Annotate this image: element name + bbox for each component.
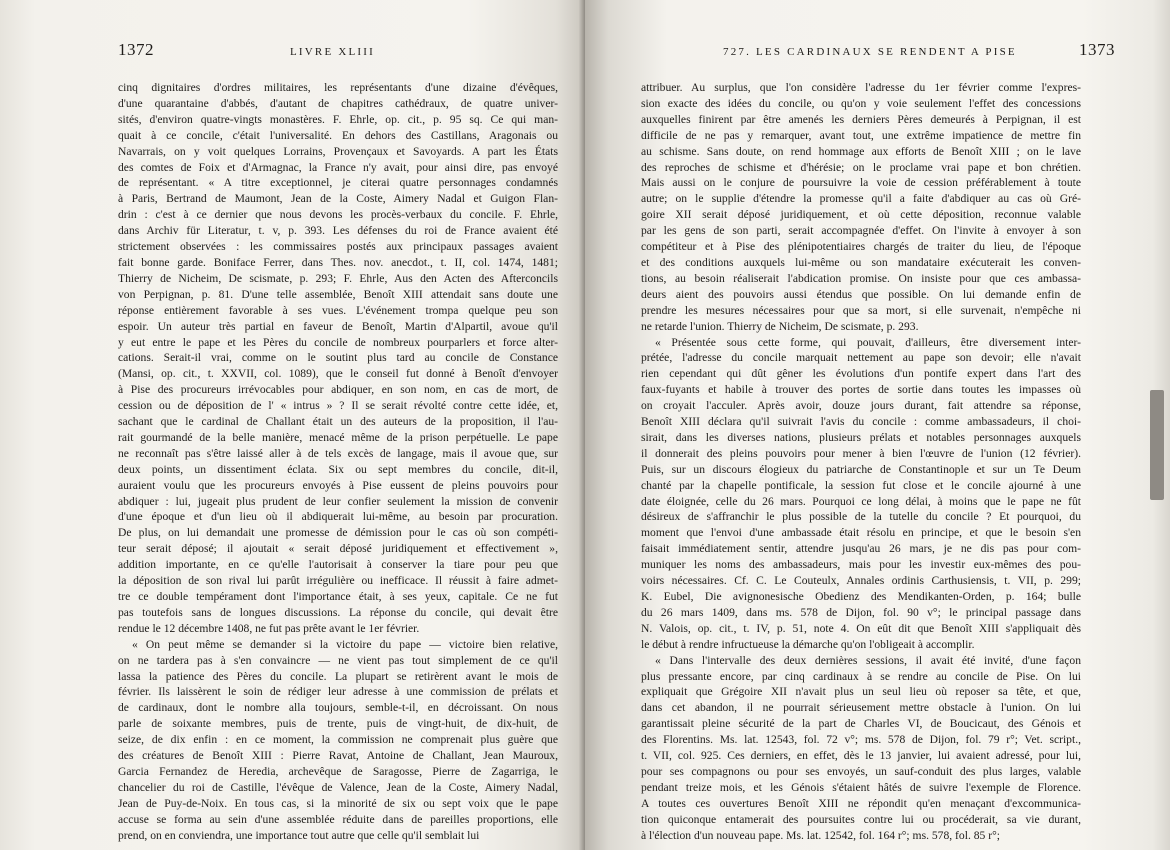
text-line: à Pise des procureurs irrévocables pour abdiquer, en son nom, en cas de mort, de (118, 383, 558, 397)
text-line: au schisme. Sans doute, on rend hommage aux efforts de Benoît XIII ; on le lave (641, 144, 1081, 158)
text-line: date éloignée, celle du 26 mars. Pourquoi ce long délai, à moins que le pape ne fût (641, 494, 1081, 508)
text-line: t. VII, col. 925. Ces derniers, en effet, dès le 13 janvier, lui avaient adressé, pour lui, (641, 749, 1081, 763)
text-line: on croyait l'acculer. Après avoir, douze jours durant, fait attendre sa réponse, (641, 399, 1081, 413)
right-page-body (641, 80, 1081, 844)
text-line: A toutes ces ouvertures Benoît XIII ne répondit qu'en menaçant d'excommunica- (641, 796, 1081, 810)
text-line: parle de soixante membres, puis de trente, puis de vingt-huit, de dix-huit, de (118, 717, 558, 731)
text-line: pas toutefois sans de longues discussions. La réponse du concile, qui devait être (118, 605, 558, 619)
text-line: rait gourmandé de la belle manière, menacé même de la prison perpétuelle. Le pape (118, 430, 558, 444)
text-line: auxquelles finirent par être amenés les derniers Pères demeurés à Perpignan, il est (641, 112, 1081, 126)
text-line: sachant que le cardinal de Challant était un des auteurs de la proposition, il l'au- (118, 415, 558, 429)
text-line: cession ou de déposition de l' « intrus » ? Il se serait révolté contre cette idée, et, (118, 399, 558, 413)
text-line: d'une quarantaine d'abbés, d'autant de chapitres cathédraux, de quatre univer- (118, 96, 558, 110)
text-line: pendant treize mois, et les Génois s'étaient hâtés de suivre l'exemple de Florence. (641, 780, 1081, 794)
text-line: à l'élection d'un nouveau pape. Ms. lat. 12542, fol. 164 r°; ms. 578, fol. 85 r°; (641, 828, 1000, 842)
text-line: Benoît XIII déclara qu'il suivrait l'avis du concile : comme ambassadeurs, il choi- (641, 415, 1081, 429)
text-line: chanté par la chapelle pontificale, la session fut close et le concile ajourné à une (641, 478, 1081, 492)
text-line: le début à rendre infructueuse la démarche qu'on l'obligeait à accomplir. (641, 637, 975, 651)
text-line: il donnerait des pleins pouvoirs pour mener à bien l'œuvre de l'union (12 février). (641, 446, 1081, 460)
text-line: prétée, l'adresse du concile marquait nettement au pape son devoir; elle n'avait (641, 351, 1081, 365)
text-line: difficile de ne pas y remarquer, avant tout, une extrême impatience de mettre fin (641, 128, 1081, 142)
text-line: de représentant. « A titre exceptionnel, je citerai quatre personnages condamnés (118, 176, 558, 190)
text-line: voirs nécessaires. Cf. C. Le Couteulx, Annales ordinis Carthusiensis, t. VII, p. 299; (641, 574, 1081, 588)
text-line: deux points, un dissentiment éclata. Six ou sept membres du concile, dit-il, (118, 462, 558, 476)
text-line: N. Valois, op. cit., t. IV, p. 51, note 4. On eût dit que Benoît XIII s'appliquait dès (641, 621, 1081, 635)
text-line: y eut entre le pape et les Pères du concile de nombreux pourparlers et force alter- (118, 335, 558, 349)
text-line: et des conditions auxquels lui-même ou son mandataire exécuterait les conven- (641, 255, 1081, 269)
text-line: moment que l'envoi d'une ambassade était résolu en principe, et que le besoin s'en (641, 526, 1081, 540)
text-line: cinq dignitaires d'ordres militaires, les représentants d'une dizaine d'évêques, (118, 81, 558, 94)
text-line: rien cependant qui dût gêner les évolutions d'un pontife expert dans l'art des (641, 367, 1081, 381)
text-line: accuse se forma au sein d'une assemblée réduite dans de pareilles proportions, elle (118, 812, 558, 826)
text-line: tions, au besoin réaliserait l'abdication promise. On insiste pour que ces ambassa- (641, 271, 1081, 285)
right-page-number: 1373 (1079, 40, 1115, 59)
text-line: désireux de s'affranchir le plus possible de la tutelle du concile ? Et pourquoi, du (641, 510, 1081, 524)
text-line: De plus, on lui demandait une promesse de démission pour le cas où son compéti- (118, 526, 558, 540)
right-page (585, 0, 1170, 850)
text-line: fait bonne garde. Boniface Ferrer, dans Thes. nov. anecdot., t. II, col. 1474, 1481; (118, 255, 558, 269)
text-line: « Présentée sous cette forme, qui pouvait, d'ailleurs, être diversement inter- (655, 335, 1081, 349)
right-running-head: 727. LES CARDINAUX SE RENDENT A PISE (723, 46, 1017, 58)
text-line: abdiquer : lui, jugeait plus prudent de leur confier seulement la mission de convenir (118, 494, 558, 508)
text-line: réponse entièrement favorable à ses vues. L'événement trompa quelque peu son (118, 303, 558, 317)
text-line: faux-fuyants et habile à trouver des portes de sortie dans toutes les impasses où (641, 383, 1081, 397)
text-line: drin : c'est à ce dernier que nous devons les procès-verbaux du concile. F. Ehrle, (118, 208, 558, 222)
text-line: Mais aussi on le conjure de poursuivre la voie de cession préférablement à toute (641, 176, 1081, 190)
text-line: Jean de Puy-de-Noix. En tous cas, si la minorité de six ou sept voix que le pape (118, 796, 558, 810)
text-line: muniquer les noms des ambassadeurs, mais pour les investir eux-mêmes des pou- (641, 558, 1081, 572)
text-line: des comtes de Foix et d'Armagnac, la France n'y avait, pour ainsi dire, pas envoyé (118, 160, 558, 174)
text-line: prend, on en conviendra, une importance tout autre que celle qu'il semblait lui (118, 828, 480, 842)
text-line: cations. Serait-il vrai, comme on le soutint plus tard au concile de Constance (118, 351, 558, 365)
text-line: chancelier du roi de Castille, l'évêque de Valence, Jean de la Coste, Aimery Nadal, (118, 780, 558, 794)
text-line: goire XII serait déposé juridiquement, et où cette déposition, reconnue valable (641, 208, 1081, 222)
text-line: sirait, dans les diverses nations, plusieurs prélats et notables personnages auxquels (641, 430, 1081, 444)
text-line: attribuer. Au surplus, que l'on considère l'adresse du 1er février comme l'expres- (641, 81, 1081, 94)
text-line: sités, d'environ quatre-vingts monastères. F. Ehrle, op. cit., p. 95 sq. Ce qui man- (118, 112, 558, 126)
text-line: dans Archiv für Literatur, t. v, p. 393. Les défenses du roi de France avaient été (118, 224, 558, 238)
text-line: la déposition de son rival lui parût irrégulière ou inefficace. Il réussit à faire admet- (118, 574, 558, 588)
text-line: rendue le 12 décembre 1408, ne fut pas prête avant le 1er février. (118, 621, 420, 635)
right-page-header (645, 40, 1115, 66)
text-line: quait à ce concile, c'était l'universalité. En dehors des Castillans, Aragonais ou (118, 128, 558, 142)
text-line: deurs aient des pouvoirs aussi étendus que possible. On lui demande enfin de (641, 287, 1081, 301)
text-line: auraient voulu que les procureurs envoyés à Pise eussent de pleins pouvoirs pour (118, 478, 558, 492)
text-line: février. Ils laissèrent le soin de rédiger leur adresse à une commission de prélats et (118, 685, 558, 699)
text-line: de cardinaux, dont le nombre alla toujours, semble-t-il, en décroissant. On nous (118, 701, 558, 715)
text-line: à Paris, Bertrand de Maumont, Jean de la Coste, Aimery Nadal et Guigon Flan- (118, 192, 558, 206)
text-line: Puis, sur un discours élogieux du patriarche de Constantinople et sur un Te Deum (641, 462, 1081, 476)
text-line: des créatures de Benoît XIII : Pierre Ravat, Antoine de Challant, Jean Mauroux, (118, 749, 558, 763)
text-line: pour ses compagnons ou pour ses envoyés, un sauf-conduit des plus larges, valable (641, 764, 1081, 778)
text-line: des reproches de schisme et d'hérésie; on le proclame vrai pape et bon chrétien. (641, 160, 1081, 174)
text-line: tion quiconque entamerait des poursuites contre lui ou procéderait, sa vie durant, (641, 812, 1081, 826)
text-line: « On peut même se demander si la victoire du pape — victoire bien relative, (132, 637, 558, 651)
text-line: plus pressante encore, par cinq cardinaux à se rendre au concile de Pise. On lui (641, 669, 1081, 683)
text-line: d'une époque et d'un lieu où il abdiquerait lui-même, au besoin par procuration. (118, 510, 558, 524)
text-line: on ne tardera pas à s'en convaincre — ne vient pas tout simplement de ce qu'il (118, 653, 558, 667)
text-line: von Perpignan, p. 81. D'une telle assemblée, Benoît XIII attendait sans doute une (118, 287, 558, 301)
text-line: par les gens de son parti, serait accompagnée d'effet. On l'invite à envoyer à son (641, 224, 1081, 238)
text-line: garantissait pleine sécurité de la part de Charles VI, de Boucicaut, des Génois et (641, 717, 1081, 731)
text-line: tre ce double tempérament dont l'importance était, à ses yeux, capitale. Ce ne fut (118, 590, 558, 603)
text-line: espoir. Un auteur très partial en faveur de Benoît, Martin d'Alpartil, avoue qu'il (118, 319, 558, 333)
text-line: teur serait déposé; il ajoutait « serait déposé juridiquement et effectivement », (118, 542, 558, 556)
text-line: prendre les mesures nécessaires pour que sa mort, si elle survenait, n'empêche ni (641, 303, 1081, 317)
text-line: « Dans l'intervalle des deux dernières sessions, il avait été invité, d'une façon (655, 653, 1081, 667)
text-line: du 26 mars 1409, dans ms. 578 de Dijon, fol. 90 v°; le principal passage dans (641, 605, 1081, 619)
text-line: Navarrais, on y voit quelques Lorrains, Provençaux et Savoyards. A part les États (118, 144, 558, 158)
text-line: lassa la patience des Pères du concile. La plupart se retirèrent avant le mois de (118, 669, 558, 683)
text-line: seize, de dix enfin : en ce moment, la commission ne comprenait plus guère que (118, 733, 558, 747)
text-line: strictement observées : les commissaires postés aux principaux passages avaient (118, 240, 558, 254)
text-line: (Mansi, op. cit., t. XXVII, col. 1089), que le conseil fut donné à Benoît d'envoyer (118, 367, 558, 381)
left-page-body (118, 80, 558, 844)
text-line: autre; on le supplie d'étendre la promesse qu'il a faite d'abdiquer au cas où Gré- (641, 192, 1081, 206)
text-line: sion exacte des idées du concile, ou qu'on y voie seulement l'effet des concessions (641, 96, 1081, 110)
text-line: compétiteur et à Pise des plénipotentiaires chargés de traiter du lieu, de l'époque (641, 240, 1081, 254)
text-line: Garcia Fernandez de Heredia, archevêque de Saragosse, Pierre de Zagarriga, le (118, 764, 558, 778)
left-page-number: 1372 (118, 40, 154, 59)
text-line: des Florentins. Ms. lat. 12543, fol. 72 v°; ms. 578 de Dijon, fol. 79 r°; Vet. script., (641, 733, 1081, 747)
left-page-header (118, 40, 558, 66)
text-line: ne retarde l'union. Thierry de Nicheim, De scismate, p. 293. (641, 319, 919, 333)
text-line: K. Eubel, Die avignonesische Obedienz des Mendikanten-Orden, p. 164; bulle (641, 590, 1081, 603)
text-line: dans cet abandon, il ne pourrait sérieusement mettre obstacle à l'union. On lui (641, 701, 1081, 715)
text-line: addition importante, en ce qu'elle l'autorisait à conserver la tiare pour peu que (118, 558, 558, 572)
text-line: faisait immédiatement sentir, attendre jusqu'au 26 mars, je ne dis pas pour com- (641, 542, 1081, 556)
left-running-head: LIVRE XLIII (290, 46, 375, 58)
text-line: ne reconnaît pas s'être laissé aller à de tels excès de langage, mais il avoue que, sur (118, 446, 558, 460)
page-edge-shadow (1150, 390, 1164, 500)
text-line: expliquait que Grégoire XII n'avait plus un seul lieu où reposer sa tête, et que, (641, 685, 1081, 699)
text-line: Thierry de Nicheim, De scismate, p. 293; F. Ehrle, Aus den Acten des Afterconcils (118, 271, 558, 285)
